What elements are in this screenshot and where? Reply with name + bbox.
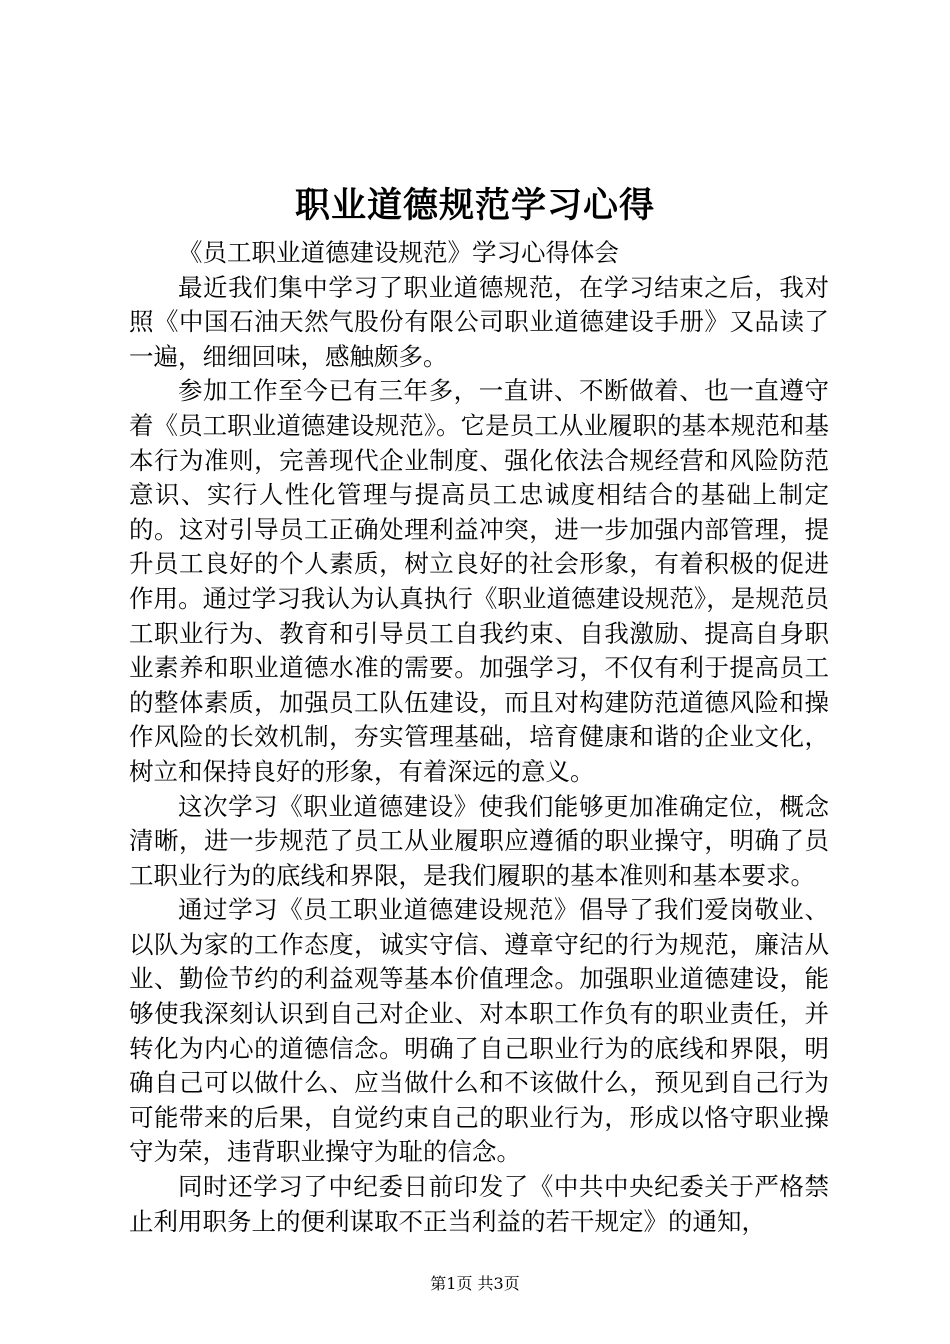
page-footer: 第1页 共3页 — [430, 1274, 520, 1293]
paragraph: 最近我们集中学习了职业道德规范，在学习结束之后，我对照《中国石油天然气股份有限公司职业道德建设手册》又品读了一遍，细细回味，感触颇多。 — [129, 272, 829, 371]
paragraph: 参加工作至今已有三年多，一直讲、不断做着、也一直遵守着《员工职业道德建设规范》。它是员工从业履职的基本规范和基本行为准则，完善现代企业制度、强化依法合规经营和风险防范意识、实行人性化管理与提高员工忠诚度相结合的基础上制定的。这对引导员工正确处理利益冲突，进一步加强内部管理，提升员工良好的个人素质，树立良好的社会形象，有着积极的促进作用。通过学习我认为认真执行《职业道德建设规范》，是规范员工职业行为、教育和引导员工自我约束、自我激励、提高自身职业素养和职业道德水准的需要。加强学习，不仅有利于提高员工的整体素质，加强员工队伍建设，而且对构建防范道德风险和操作风险的长效机制，夯实管理基础，培育健康和谐的企业文化，树立和保持良好的形象，有着深远的意义。 — [129, 376, 829, 786]
paragraph: 这次学习《职业道德建设》使我们能够更加准确定位，概念清晰，进一步规范了员工从业履职应遵循的职业操守，明确了员工职业行为的底线和界限，是我们履职的基本准则和基本要求。 — [129, 791, 829, 890]
paragraph: 通过学习《员工职业道德建设规范》倡导了我们爱岗敬业、以队为家的工作态度，诚实守信、遵章守纪的行为规范，廉洁从业、勤俭节约的利益观等基本价值理念。加强职业道德建设，能够使我深刻认识到自己对企业、对本职工作负有的职业责任，并转化为内心的道德信念。明确了自己职业行为的底线和界限，明确自己可以做什么、应当做什么和不该做什么，预见到自己行为可能带来的后果，自觉约束自己的职业行为，形成以恪守职业操守为荣，违背职业操守为耻的信念。 — [129, 895, 829, 1167]
paragraph: 同时还学习了中纪委日前印发了《中共中央纪委关于严格禁止利用职务上的便利谋取不正当利益的若干规定》的通知， — [129, 1172, 829, 1236]
document-title: 职业道德规范学习心得 — [294, 185, 655, 226]
document-body — [129, 236, 829, 1239]
paragraph-subtitle: 《员工职业道德建设规范》学习心得体会 — [178, 238, 619, 267]
